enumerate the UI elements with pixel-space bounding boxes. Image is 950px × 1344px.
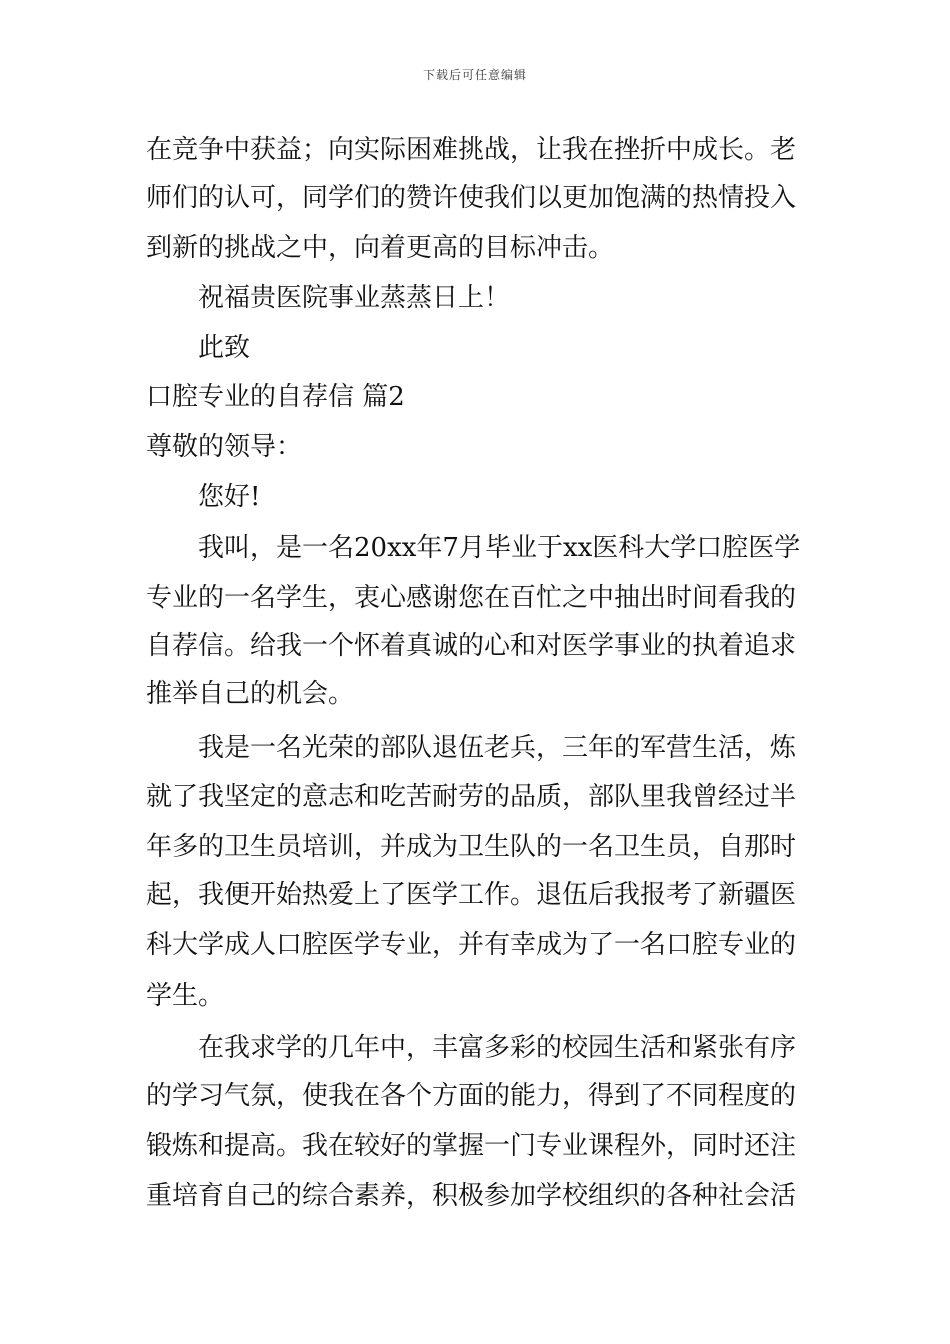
text-line: 的学习气氛，使我在各个方面的能力，得到了不同程度的	[146, 1081, 797, 1111]
section-title: 口腔专业的自荐信 篇2	[146, 382, 405, 412]
text-line: 锻炼和提高。我在较好的掌握一门专业课程外，同时还注	[146, 1131, 797, 1161]
text-line: 推举自己的机会。	[146, 679, 355, 709]
text-line: 我叫，是一名20xx年7月毕业于xx医科大学口腔医学	[198, 533, 801, 563]
text-line: 祝福贵医院事业蒸蒸日上！	[198, 283, 511, 313]
greeting: 您好!	[198, 482, 261, 512]
text-line: 起，我便开始热爱上了医学工作。退伍后我报考了新疆医	[146, 880, 797, 910]
text-line: 在我求学的几年中，丰富多彩的校园生活和紧张有序	[198, 1033, 797, 1063]
salutation: 尊敬的领导：	[146, 432, 303, 462]
page-header: 下载后可任意编辑	[422, 68, 527, 82]
text-line: 年多的卫生员培训，并成为卫生队的一名卫生员，自那时	[146, 832, 797, 862]
text-line: 在竞争中获益；向实际困难挑战，让我在挫折中成长。老	[146, 135, 797, 165]
text-line: 师们的认可，同学们的赞许使我们以更加饱满的热情投入	[146, 183, 797, 213]
text-line: 就了我坚定的意志和吃苦耐劳的品质，部队里我曾经过半	[146, 782, 797, 812]
text-line: 自荐信。给我一个怀着真诚的心和对医学事业的执着追求	[146, 631, 797, 661]
text-line: 学生。	[146, 981, 225, 1011]
text-line: 到新的挑战之中，向着更高的目标冲击。	[146, 233, 615, 263]
text-line: 此致	[198, 333, 251, 363]
text-line: 科大学成人口腔医学专业，并有幸成为了一名口腔专业的	[146, 930, 797, 960]
text-line: 重培育自己的综合素养，积极参加学校组织的各种社会活	[146, 1181, 797, 1211]
text-line: 专业的一名学生，衷心感谢您在百忙之中抽出时间看我的	[146, 583, 797, 613]
text-line: 我是一名光荣的部队退伍老兵，三年的军营生活，炼	[198, 733, 797, 763]
